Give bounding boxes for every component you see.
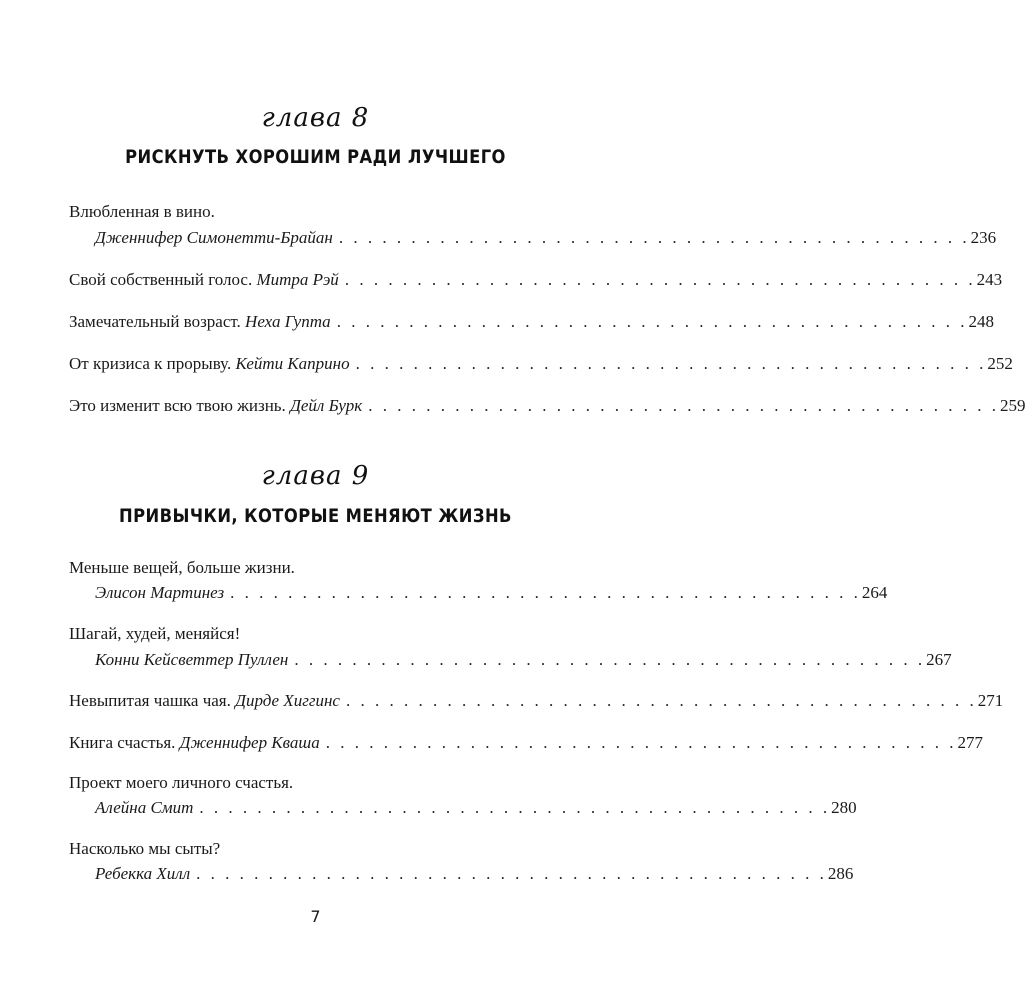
toc-entry-title: Проект моего личного счастья. bbox=[69, 773, 294, 792]
toc-entry[interactable] bbox=[69, 732, 983, 754]
toc-entry-page: 248 bbox=[968, 312, 994, 331]
toc-entry-title: Замечательный возраст. bbox=[69, 312, 241, 331]
toc-entry-page: 243 bbox=[976, 270, 1003, 289]
toc-entry-title: Насколько мы сыты? bbox=[69, 839, 221, 858]
leader-dots: . . . . . . . . . . . . . . . . . . . . . . . . . . . . . . . . . . . . . . . . . . . . bbox=[345, 691, 977, 710]
toc-entry-title: Меньше вещей, больше жизни. bbox=[69, 558, 295, 577]
leader-dots: . . . . . . . . . . . . . . . . . . . . . . . . . . . . . . . . . . . . . . . . . . . . bbox=[344, 270, 976, 289]
leader-dots: . . . . . . . . . . . . . . . . . . . . . . . . . . . . . . . . . . . . . . . . . . . . bbox=[355, 354, 987, 373]
toc-entry-title: Книга счастья. bbox=[69, 733, 176, 752]
leader-dots: . . . . . . . . . . . . . . . . . . . . . . . . . . . . . . . . . . . . . . . . . . . . bbox=[338, 228, 970, 247]
toc-entry-page: 267 bbox=[926, 650, 952, 669]
toc-entry[interactable] bbox=[69, 311, 994, 333]
toc-entry-page: 277 bbox=[957, 733, 983, 752]
toc-entry-page: 286 bbox=[827, 864, 854, 883]
toc-entry-title: Влюбленная в вино. bbox=[69, 202, 215, 221]
toc-entry[interactable] bbox=[95, 582, 888, 604]
toc-entry-author: Ребекка Хилл bbox=[95, 864, 191, 883]
leader-dots: . . . . . . . . . . . . . . . . . . . . . . . . . . . . . . . . . . . . . . . . . . . . bbox=[325, 733, 957, 752]
chapter-9-label: глава 9 bbox=[261, 461, 370, 491]
toc-entry-page: 280 bbox=[831, 798, 857, 817]
chapter-9-title: ПРИВЫЧКИ, КОТОРЫЕ МЕНЯЮТ ЖИЗНЬ bbox=[119, 505, 512, 527]
leader-dots: . . . . . . . . . . . . . . . . . . . . . . . . . . . . . . . . . . . . . . . . . . . . bbox=[199, 798, 831, 817]
toc-entry[interactable] bbox=[69, 353, 1013, 375]
toc-entry-author: Дженнифер Кваша bbox=[179, 733, 320, 752]
toc-entry-title: Шагай, худей, меняйся! bbox=[69, 624, 241, 643]
toc-entry-title: Свой собственный голос. bbox=[69, 270, 253, 289]
leader-dots: . . . . . . . . . . . . . . . . . . . . . . . . . . . . . . . . . . . . . . . . . . . . bbox=[368, 396, 999, 415]
toc-entry-title: Это изменит всю твою жизнь. bbox=[69, 396, 286, 415]
toc-entry[interactable] bbox=[95, 863, 854, 885]
leader-dots: . . . . . . . . . . . . . . . . . . . . . . . . . . . . . . . . . . . . . . . . . . . . bbox=[294, 650, 926, 669]
leader-dots: . . . . . . . . . . . . . . . . . . . . . . . . . . . . . . . . . . . . . . . . . . . . bbox=[196, 864, 827, 883]
toc-entry-page: 271 bbox=[977, 691, 1004, 710]
toc-entry-author: Неха Гупта bbox=[245, 312, 331, 331]
toc-entry-author: Элисон Мартинез bbox=[95, 583, 225, 602]
toc-entry-author: Дженнифер Симонетти-Брайан bbox=[95, 228, 333, 247]
toc-entry-author: Кейти Каприно bbox=[235, 354, 350, 373]
leader-dots: . . . . . . . . . . . . . . . . . . . . . . . . . . . . . . . . . . . . . . . . . . . . bbox=[230, 583, 861, 602]
chapter-8-label: глава 8 bbox=[261, 103, 370, 133]
leader-dots: . . . . . . . . . . . . . . . . . . . . . . . . . . . . . . . . . . . . . . . . . . . . bbox=[336, 312, 968, 331]
toc-entry[interactable] bbox=[69, 395, 1025, 417]
toc-entry-page: 236 bbox=[970, 228, 997, 247]
toc-entry[interactable] bbox=[95, 227, 997, 249]
toc-entry-page: 259 bbox=[999, 396, 1025, 415]
toc-entry-author: Дирде Хиггинс bbox=[235, 691, 340, 710]
toc-entry-page: 252 bbox=[987, 354, 1013, 373]
toc-entry-title: От кризиса к прорыву. bbox=[69, 354, 232, 373]
toc-entry-author: Конни Кейсветтер Пуллен bbox=[95, 650, 289, 669]
toc-entry-author: Алейна Смит bbox=[95, 798, 194, 817]
toc-entry-title: Невыпитая чашка чая. bbox=[69, 691, 231, 710]
toc-entry-author: Митра Рэй bbox=[256, 270, 339, 289]
toc-entry[interactable] bbox=[69, 269, 1003, 291]
page-number: 7 bbox=[310, 907, 321, 926]
toc-entry[interactable] bbox=[95, 649, 952, 671]
chapter-8-title: РИСКНУТЬ ХОРОШИМ РАДИ ЛУЧШЕГО bbox=[125, 146, 506, 168]
toc-entry-author: Дейл Бурк bbox=[290, 396, 363, 415]
toc-entry[interactable] bbox=[95, 797, 857, 819]
toc-entry[interactable] bbox=[69, 690, 1004, 712]
toc-entry-page: 264 bbox=[861, 583, 888, 602]
